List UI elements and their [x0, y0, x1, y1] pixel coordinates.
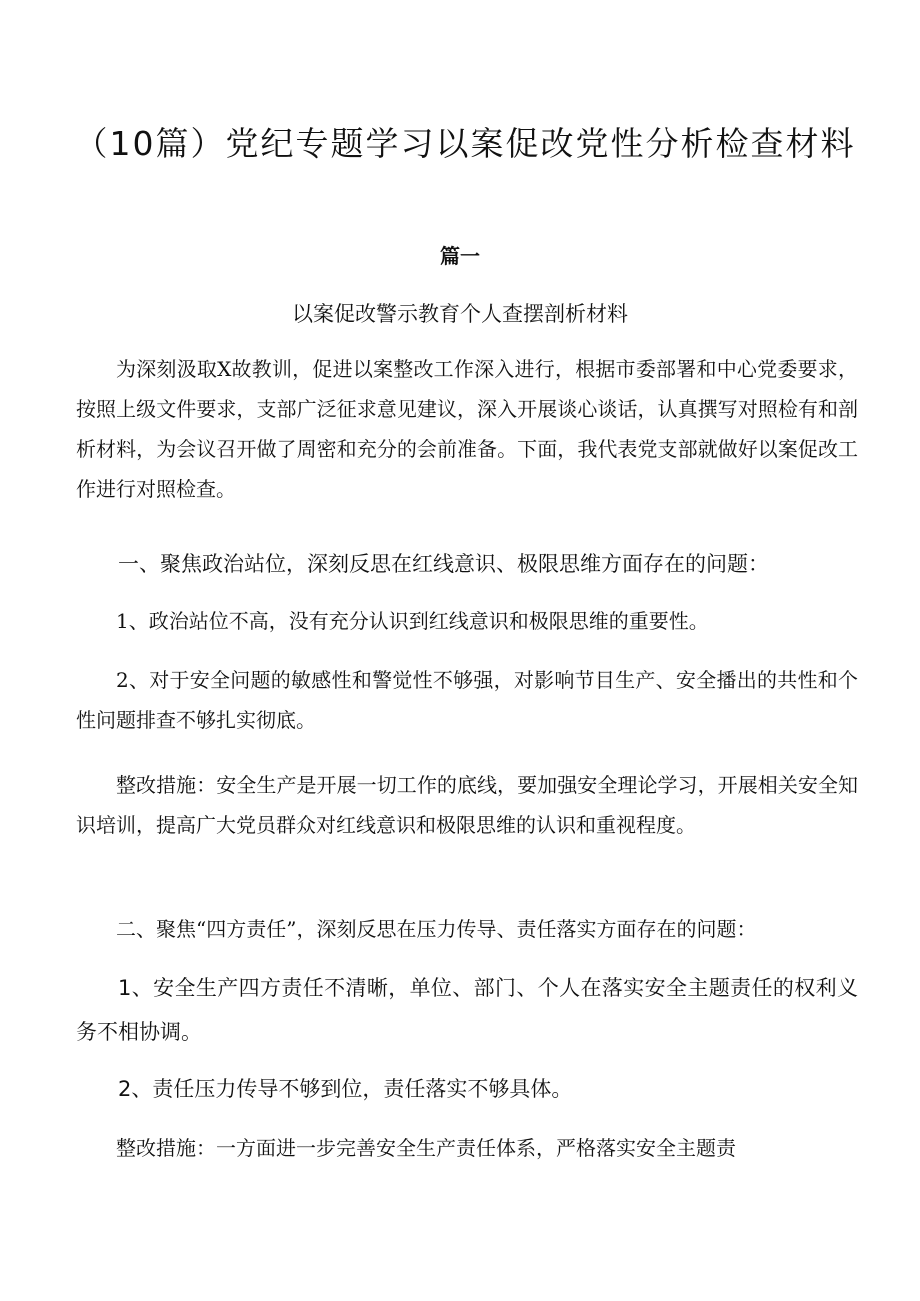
item-1-2: 2、对于安全问题的敏感性和警觉性不够强，对影响节目生产、安全播出的共性和个性问题排查不够扎实彻底。 [76, 668, 858, 732]
measure-2: 整改措施：一方面进一步完善安全生产责任体系，严格落实安全主题责 [116, 1136, 736, 1160]
intro-paragraph: 为深刻汲取X故教训，促进以案整改工作深入进行，根据市委部署和中心党委要求，按照上级文件要求，支部广泛征求意见建议，深入开展谈心谈话，认真撰写对照检有和剖析材料，为会议召开做了周密和充分的会前准备。下面，我代表党支部就做好以案促改工作进行对照检查。 [76, 357, 858, 501]
document-title: （10篇）党纪专题学习以案促改党性分析检查材料 [74, 124, 856, 163]
heading-2: 二、聚焦“四方责任”，深刻反思在压力传导、责任落实方面存在的问题： [116, 917, 757, 941]
item-1-1: 1、政治站位不高，没有充分认识到红线意识和极限思维的重要性。 [116, 609, 709, 633]
heading-1: 一、聚焦政治站位，深刻反思在红线意识、极限思维方面存在的问题： [118, 552, 769, 576]
section-title: 以案促改警示教育个人查摆剖析材料 [292, 302, 628, 326]
section-label: 篇一 [440, 244, 480, 268]
item-2-2: 2、责任压力传导不够到位，责任落实不够具体。 [118, 1077, 573, 1101]
item-2-1: 1、安全生产四方责任不清晰，单位、部门、个人在落实安全主题责任的权利义务不相协调。 [76, 976, 858, 1044]
measure-1: 整改措施：安全生产是开展一切工作的底线，要加强安全理论学习，开展相关安全知识培训，提高广大党员群众对红线意识和极限思维的认识和重视程度。 [76, 773, 858, 837]
